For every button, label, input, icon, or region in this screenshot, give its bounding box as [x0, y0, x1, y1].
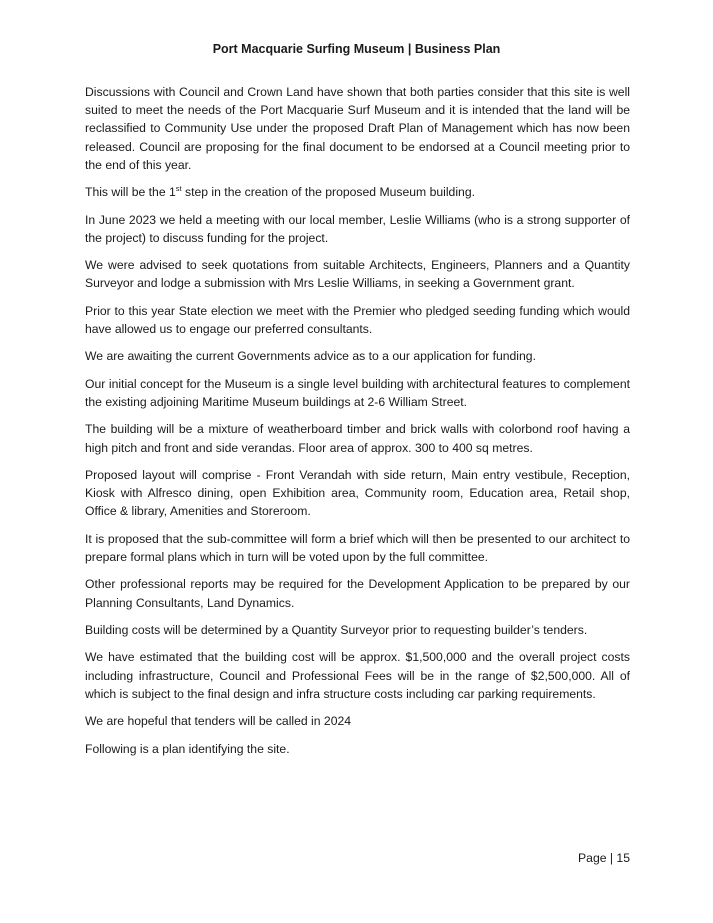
first-step-text-start: This will be the 1	[85, 185, 176, 200]
paragraph-sub-committee: It is proposed that the sub-committee will form a brief which will then be presented to our architect to prepare formal plans which in turn will be voted upon by the full committee.	[85, 531, 630, 564]
paragraph-member-meeting: In June 2023 we held a meeting with our local member, Leslie Williams (who is a strong supporter of the project) to discuss funding for the project.	[85, 212, 630, 245]
paragraph-tenders: We are hopeful that tenders will be called in 2024	[85, 714, 352, 729]
paragraph-premier-funding: Prior to this year State election we meet with the Premier who pledged seeding funding which would have allowed us to engage our preferred consultants.	[85, 303, 630, 336]
paragraph-cost-estimate: We have estimated that the building cost will be approx. $1,500,000 and the overall project costs including infrastructure, Council and Professional Fees will be in the range of $2,500,000. All of which is subject to the final design and infra structure costs including car parking requirements.	[85, 650, 630, 701]
paragraph-professional-reports: Other professional reports may be required for the Development Application to be prepared by our Planning Consultants, Land Dynamics.	[85, 577, 630, 610]
ordinal-superscript: st	[175, 184, 182, 194]
paragraph-awaiting-advice: We are awaiting the current Governments advice as to a our application for funding.	[85, 349, 536, 364]
paragraph-quotations: We were advised to seek quotations from suitable Architects, Engineers, Planners and a Quantity Surveyor and lodge a submission with Mrs Leslie Williams, in seeking a Government grant.	[85, 258, 630, 291]
body-content	[85, 83, 630, 767]
paragraph-first-step	[85, 183, 630, 201]
paragraph-building-costs: Building costs will be determined by a Quantity Surveyor prior to requesting builder’s tenders.	[85, 622, 588, 637]
page-number: Page | 15	[578, 851, 630, 865]
paragraph-site-discussions: Discussions with Council and Crown Land have shown that both parties consider that this site is well suited to meet the needs of the Port Macquarie Surf Museum and it is intended that the land will be reclassified to Community Use under the proposed Draft Plan of Management which has now been released. Council are proposing for the final document to be endorsed at a Council meeting prior to the end of this year.	[85, 85, 630, 172]
page-header-title: Port Macquarie Surfing Museum | Business Plan	[212, 42, 501, 56]
first-step-text-end: step in the creation of the proposed Museum building.	[181, 185, 475, 200]
paragraph-initial-concept: Our initial concept for the Museum is a single level building with architectural features to complement the existing adjoining Maritime Museum buildings at 2-6 William Street.	[85, 376, 630, 409]
paragraph-proposed-layout: Proposed layout will comprise - Front Verandah with side return, Main entry vestibule, Reception, Kiosk with Alfresco dining, open Exhibition area, Community room, Education area, Retail shop, Office & library, Amenities and Storeroom.	[85, 467, 630, 519]
paragraph-building-materials: The building will be a mixture of weatherboard timber and brick walls with colorbond roof having a high pitch and front and side verandas. Floor area of approx. 300 to 400 sq metres.	[85, 422, 630, 455]
paragraph-site-plan-intro: Following is a plan identifying the site.	[85, 741, 290, 756]
